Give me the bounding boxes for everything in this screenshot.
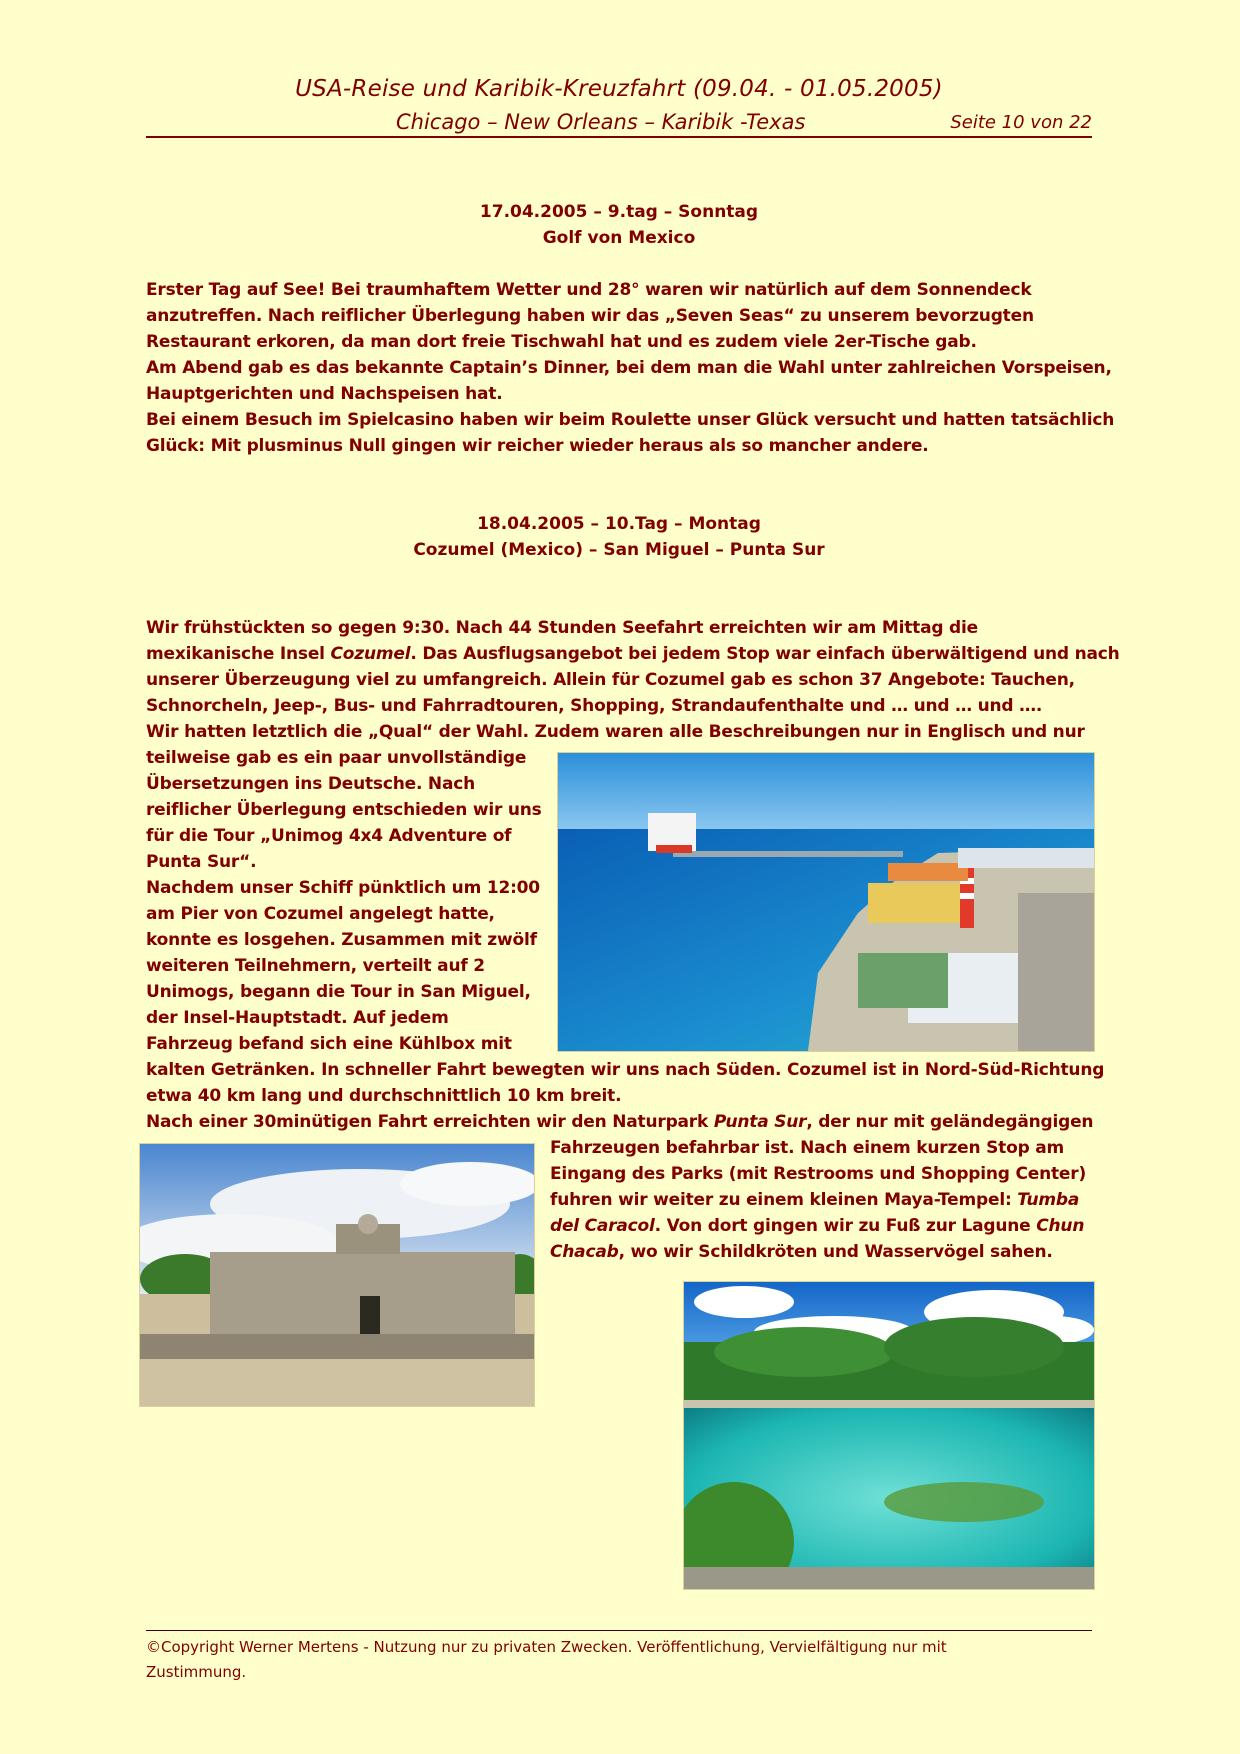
text-line: weiteren Teilnehmern, verteilt auf 2 [146,956,485,976]
text-line: Schnorcheln, Jeep-, Bus- und Fahrradtouren, Shopping, Strandaufenthalte und … und … und …. [146,696,1043,716]
text-line: für die Tour „Unimog 4x4 Adventure of [146,826,512,846]
temple-photo [139,1143,535,1407]
text-line: Fahrzeug befand sich eine Kühlbox mit [146,1034,512,1054]
text-run: , der nur mit geländegängigen [806,1112,1094,1132]
text-line: etwa 40 km lang und durchschnittlich 10 km breit. [146,1086,622,1106]
text-line: Nachdem unser Schiff pünktlich um 12:00 [146,878,540,898]
text-run: , wo wir Schildkröten und Wasservögel sahen. [618,1242,1053,1262]
lagoon-photo-graphic [684,1282,1094,1589]
copyright-line-2: Zustimmung. [146,1663,247,1681]
text-line: kalten Getränken. In schneller Fahrt bewegten wir uns nach Süden. Cozumel ist in Nord-Süd-Richtung [146,1060,1105,1080]
text-line: Wir frühstückten so gegen 9:30. Nach 44 Stunden Seefahrt erreichten wir am Mittag die [146,618,978,638]
place-name-tumba: Tumba [1017,1190,1080,1210]
day9-date-heading: 17.04.2005 – 9.tag – Sonntag [479,202,759,222]
text-line [146,1109,1096,1135]
place-name-caracol: del Caracol [550,1216,655,1236]
text-run: Nach einer 30minütigen Fahrt erreichten wir den Naturpark [146,1112,714,1132]
day10-paragraph-mid [146,1057,1105,1135]
document-title: USA-Reise und Karibik-Kreuzfahrt (09.04. - 01.05.2005) [295,76,943,102]
text-line: Bei einem Besuch im Spielcasino haben wir beim Roulette unser Glück versucht und hatten tatsächlich [146,410,1115,430]
harbor-photo [557,752,1095,1052]
text-line: Punta Sur“. [146,852,257,872]
harbor-photo-graphic [558,753,1094,1051]
copyright-line-1: ©Copyright Werner Mertens - Nutzung nur zu privaten Zwecken. Veröffentlichung, Vervielfältigung nur mit [146,1638,947,1656]
day10-date-heading: 18.04.2005 – 10.Tag – Montag [477,514,761,534]
text-line: unserer Überzeugung viel zu umfangreich. Allein für Cozumel gab es schon 37 Angebote: Tauchen, [146,670,1075,690]
text-line: Unimogs, begann die Tour in San Miguel, [146,982,531,1002]
text-line: anzutreffen. Nach reiflicher Überlegung haben wir das „Seven Seas“ zu unserem bevorzugten [146,306,1034,326]
place-name-cozumel: Cozumel [330,644,411,664]
text-line: konnte es losgehen. Zusammen mit zwölf [146,930,537,950]
text-run: . Das Ausflugsangebot bei jedem Stop war einfach überwältigend und nach [410,644,1120,664]
day10-left-column [146,745,546,1057]
text-line: Übersetzungen ins Deutsche. Nach [146,774,476,794]
text-line: teilweise gab es ein paar unvollständige [146,748,527,768]
lagoon-photo [683,1281,1095,1590]
day10-location-heading: Cozumel (Mexico) – San Miguel – Punta Sur [413,540,825,560]
temple-photo-graphic [140,1144,534,1406]
place-name-chun: Chun [1036,1216,1085,1236]
document-subtitle: Chicago – New Orleans – Karibik -Texas [396,110,806,134]
footer-divider [146,1630,1092,1631]
text-line: Glück: Mit plusminus Null gingen wir reicher wieder heraus als so mancher andere. [146,436,929,456]
text-line: Fahrzeugen befahrbar ist. Nach einem kurzen Stop am [550,1138,1065,1158]
place-name-punta-sur: Punta Sur [713,1112,807,1132]
day10-paragraph-top [146,615,1120,745]
text-line: Wir hatten letztlich die „Qual“ der Wahl. Zudem waren alle Beschreibungen nur in Englisch und nur [146,722,1085,742]
day9-location-heading: Golf von Mexico [542,228,696,248]
text-line [146,641,1120,667]
page-number: Seite 10 von 22 [950,112,1092,133]
text-line: reiflicher Überlegung entschieden wir uns [146,800,542,820]
header-subtitle-row [146,108,1092,138]
place-name-chacab: Chacab [550,1242,619,1262]
text-line: Restaurant erkoren, da man dort freie Tischwahl hat und es zudem viele 2er-Tische gab. [146,332,977,352]
text-line [550,1187,1090,1213]
text-line: Am Abend gab es das bekannte Captain’s Dinner, bei dem man die Wahl unter zahlreichen Vorspeisen, [146,358,1112,378]
text-run: fuhren wir weiter zu einem kleinen Maya-Tempel: [550,1190,1018,1210]
text-line: Erster Tag auf See! Bei traumhaftem Wetter und 28° waren wir natürlich auf dem Sonnendeck [146,280,1032,300]
text-line: der Insel-Hauptstadt. Auf jedem [146,1008,449,1028]
text-line [550,1213,1090,1239]
text-line: Hauptgerichten und Nachspeisen hat. [146,384,503,404]
text-line: Eingang des Parks (mit Restrooms und Shopping Center) [550,1164,1087,1184]
day10-right-column [550,1135,1090,1265]
text-line: am Pier von Cozumel angelegt hatte, [146,904,495,924]
text-run: mexikanische Insel [146,644,331,664]
day9-paragraph [146,277,1115,459]
text-run: . Von dort gingen wir zu Fuß zur Lagune [654,1216,1037,1236]
copyright-notice [146,1635,1092,1685]
text-line [550,1239,1090,1265]
